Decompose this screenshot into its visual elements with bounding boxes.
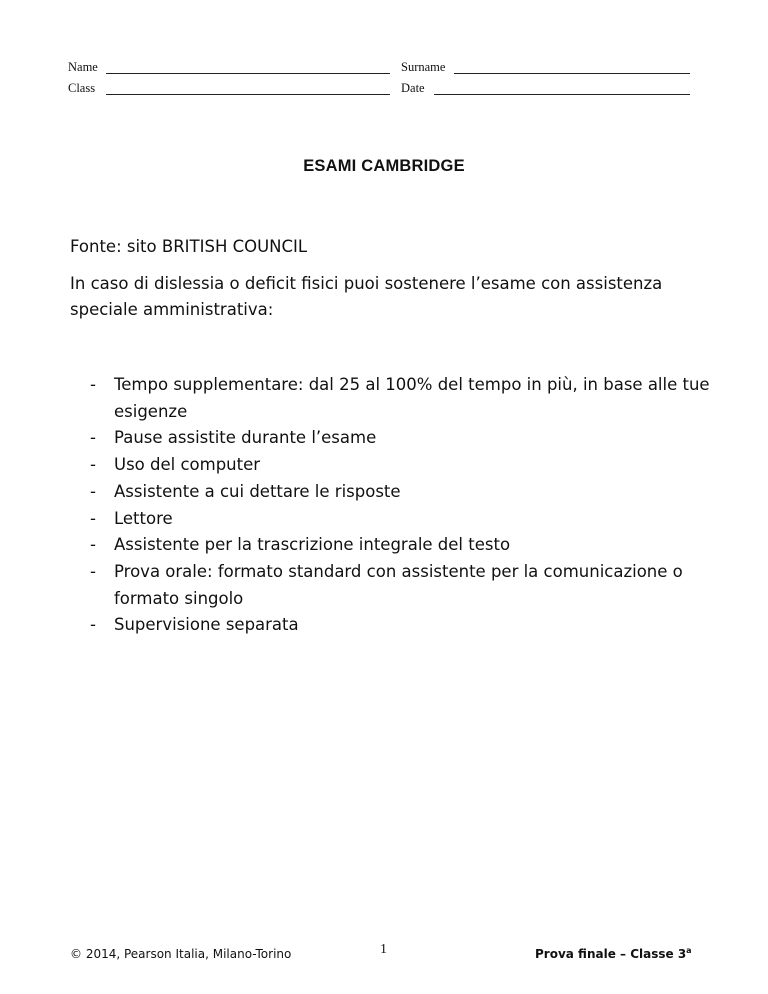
list-dash: - [90, 561, 96, 581]
surname-field-line[interactable] [454, 73, 690, 74]
list-dash: - [90, 428, 96, 448]
list-item: - Tempo supplementare: dal 25 al 100% del tempo in più, in base alle tue esigenze [90, 372, 710, 425]
intro-paragraph: In caso di dislessia o deficit fisici puoi sostenere l’esame con assistenza speciale amministrativa: [70, 274, 663, 319]
name-field-line[interactable] [106, 73, 390, 74]
page-title: ESAMI CAMBRIDGE [303, 157, 465, 175]
class-label: Class [68, 81, 96, 95]
date-label: Date [401, 81, 425, 95]
footer-label [535, 946, 692, 961]
list-dash: - [90, 455, 96, 475]
list-dash: - [90, 481, 96, 501]
page-number: 1 [380, 942, 387, 957]
footer-copyright: © 2014, Pearson Italia, Milano-Torino [70, 947, 292, 961]
source-line: Fonte: sito BRITISH COUNCIL [70, 237, 308, 256]
name-label: Name [68, 60, 98, 74]
list-dash: - [90, 375, 96, 394]
list-dash: - [90, 615, 96, 635]
list-item: - Assistente a cui dettare le risposte [90, 479, 710, 506]
list-item: - Lettore [90, 506, 710, 533]
list-dash: - [90, 508, 96, 528]
list-item: - Pause assistite durante l’esame [90, 425, 710, 452]
surname-label: Surname [401, 60, 446, 74]
class-field-line[interactable] [106, 94, 390, 95]
list-item: - Uso del computer [90, 452, 710, 479]
footer-label-sup: a [686, 946, 692, 955]
list-item: - Assistente per la trascrizione integrale del testo [90, 532, 710, 559]
date-field-line[interactable] [434, 94, 690, 95]
list-dash: - [90, 535, 96, 555]
assistance-list [90, 372, 710, 639]
footer-label-text: Prova finale – Classe 3 [535, 947, 687, 961]
list-item: - Supervisione separata [90, 612, 710, 639]
list-item: - Prova orale: formato standard con assistente per la comunicazione o formato singolo [90, 559, 710, 612]
